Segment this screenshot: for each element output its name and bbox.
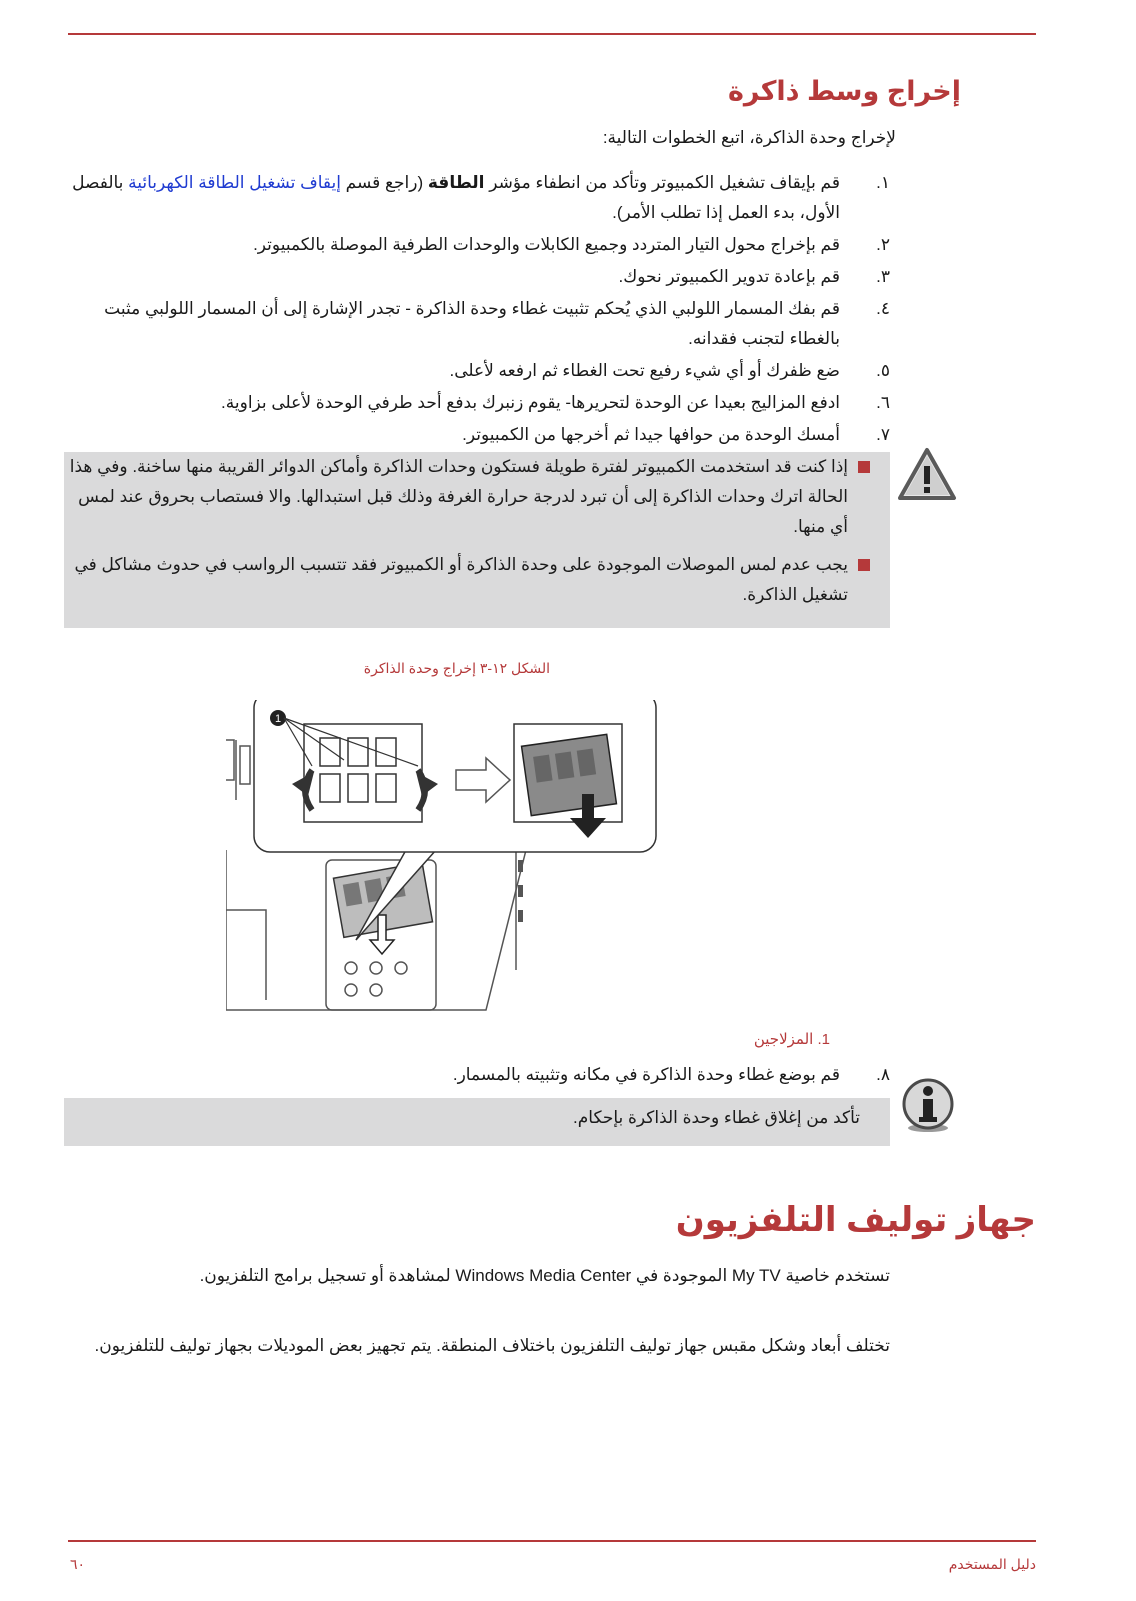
step-number: ٧. (876, 425, 890, 444)
step-number: ٦. (876, 393, 890, 412)
tv-paragraph-2: تختلف أبعاد وشكل مقبس جهاز توليف التلفزيون باختلاف المنطقة. يتم تجهيز بعض الموديلات بجهاز توليف للتلفزيون. (94, 1336, 890, 1355)
step-3 (68, 262, 890, 292)
step-5 (68, 356, 890, 386)
power-label: الطاقة (427, 173, 485, 192)
step-text: قم بفك المسمار اللولبي الذي يُحكم تثبيت غطاء وحدة الذاكرة - تجدر الإشارة إلى أن المسمار اللولبي مثبت بالغطاء لتجنب فقدانه. (104, 299, 840, 348)
bottom-rule (68, 1540, 1036, 1542)
step-text: قم بإخراج محول التيار المتردد وجميع الكابلات والوحدات الطرفية الموصلة بالكمبيوتر. (253, 235, 840, 254)
warning-text: إذا كنت قد استخدمت الكمبيوتر لفترة طويلة فستكون وحدات الذاكرة وأماكن الدوائر القريبة منها ساخنة. وفي هذا الحالة اترك وحدات الذاكرة إلى أن تبرد لدرجة حرارة الغرفة وذلك قبل استبدالها. والا فستصاب بحروق عند لمس أي منها. (69, 457, 848, 536)
step-8 (68, 1060, 890, 1092)
callout-number: 1 (274, 713, 282, 725)
step-text: قم بوضع غطاء وحدة الذاكرة في مكانه وتثبيته بالمسمار. (452, 1065, 840, 1084)
figure-caption: الشكل ١٢-٣ إخراج وحدة الذاكرة (363, 660, 550, 676)
step-number: ١. (876, 173, 890, 192)
section-intro: لإخراج وحدة الذاكرة، اتبع الخطوات التالية: (602, 128, 896, 147)
warning-text: يجب عدم لمس الموصلات الموجودة على وحدة الذاكرة أو الكمبيوتر فقد تتسبب الرواسب في حدوث مشاكل في تشغيل الذاكرة. (74, 555, 848, 604)
step-number: ٢. (876, 235, 890, 254)
step-2 (68, 230, 890, 260)
step-number: ٤. (876, 299, 890, 318)
step-6 (68, 388, 890, 418)
step-text: قم بإعادة تدوير الكمبيوتر نحوك. (618, 267, 840, 286)
section-title: إخراج وسط ذاكرة (727, 76, 961, 106)
figure-legend: 1. المزلاجين (753, 1031, 830, 1048)
warning-item (68, 550, 878, 610)
note-text: تأكد من إغلاق غطاء وحدة الذاكرة بإحكام. (573, 1108, 860, 1127)
step-7 (68, 420, 890, 450)
bullet-icon (858, 461, 870, 473)
warning-box (64, 452, 890, 628)
tv-paragraph-1: تستخدم خاصية My TV الموجودة في Windows Media Center لمشاهدة أو تسجيل برامج التلفزيون. (199, 1266, 890, 1285)
step-text: (راجع قسم (340, 173, 428, 192)
bullet-icon (858, 559, 870, 571)
step-number: ٥. (876, 361, 890, 380)
power-off-link[interactable]: إيقاف تشغيل الطاقة الكهربائية (128, 173, 341, 192)
step-1 (68, 168, 890, 228)
top-rule (68, 33, 1036, 35)
warning-icon (896, 446, 958, 504)
document-name: دليل المستخدم (948, 1556, 1036, 1572)
memory-removal-figure (226, 700, 666, 1016)
step-text: ضع ظفرك أو أي شيء رفيع تحت الغطاء ثم ارفعه لأعلى. (449, 361, 840, 380)
page-number: ٦٠ (70, 1556, 86, 1572)
info-icon (900, 1076, 956, 1134)
step-text: أمسك الوحدة من حوافها جيدا ثم أخرجها من الكمبيوتر. (462, 425, 840, 444)
step-text: ادفع المزاليج بعيدا عن الوحدة لتحريرها- يقوم زنبرك بدفع أحد طرفي الوحدة لأعلى بزاوية. (221, 393, 840, 412)
step-text: بالفصل الأول، بدء العمل إذا تطلب الأمر). (72, 173, 840, 222)
step-number: ٨. (876, 1065, 890, 1084)
steps-list (68, 168, 890, 452)
warning-item (68, 452, 878, 542)
step-4 (68, 294, 890, 354)
step-text: قم بإيقاف تشغيل الكمبيوتر وتأكد من انطفاء مؤشر (484, 173, 840, 192)
note-box (64, 1098, 890, 1146)
step-number: ٣. (876, 267, 890, 286)
tv-tuner-title: جهاز توليف التلفزيون (675, 1201, 1036, 1239)
